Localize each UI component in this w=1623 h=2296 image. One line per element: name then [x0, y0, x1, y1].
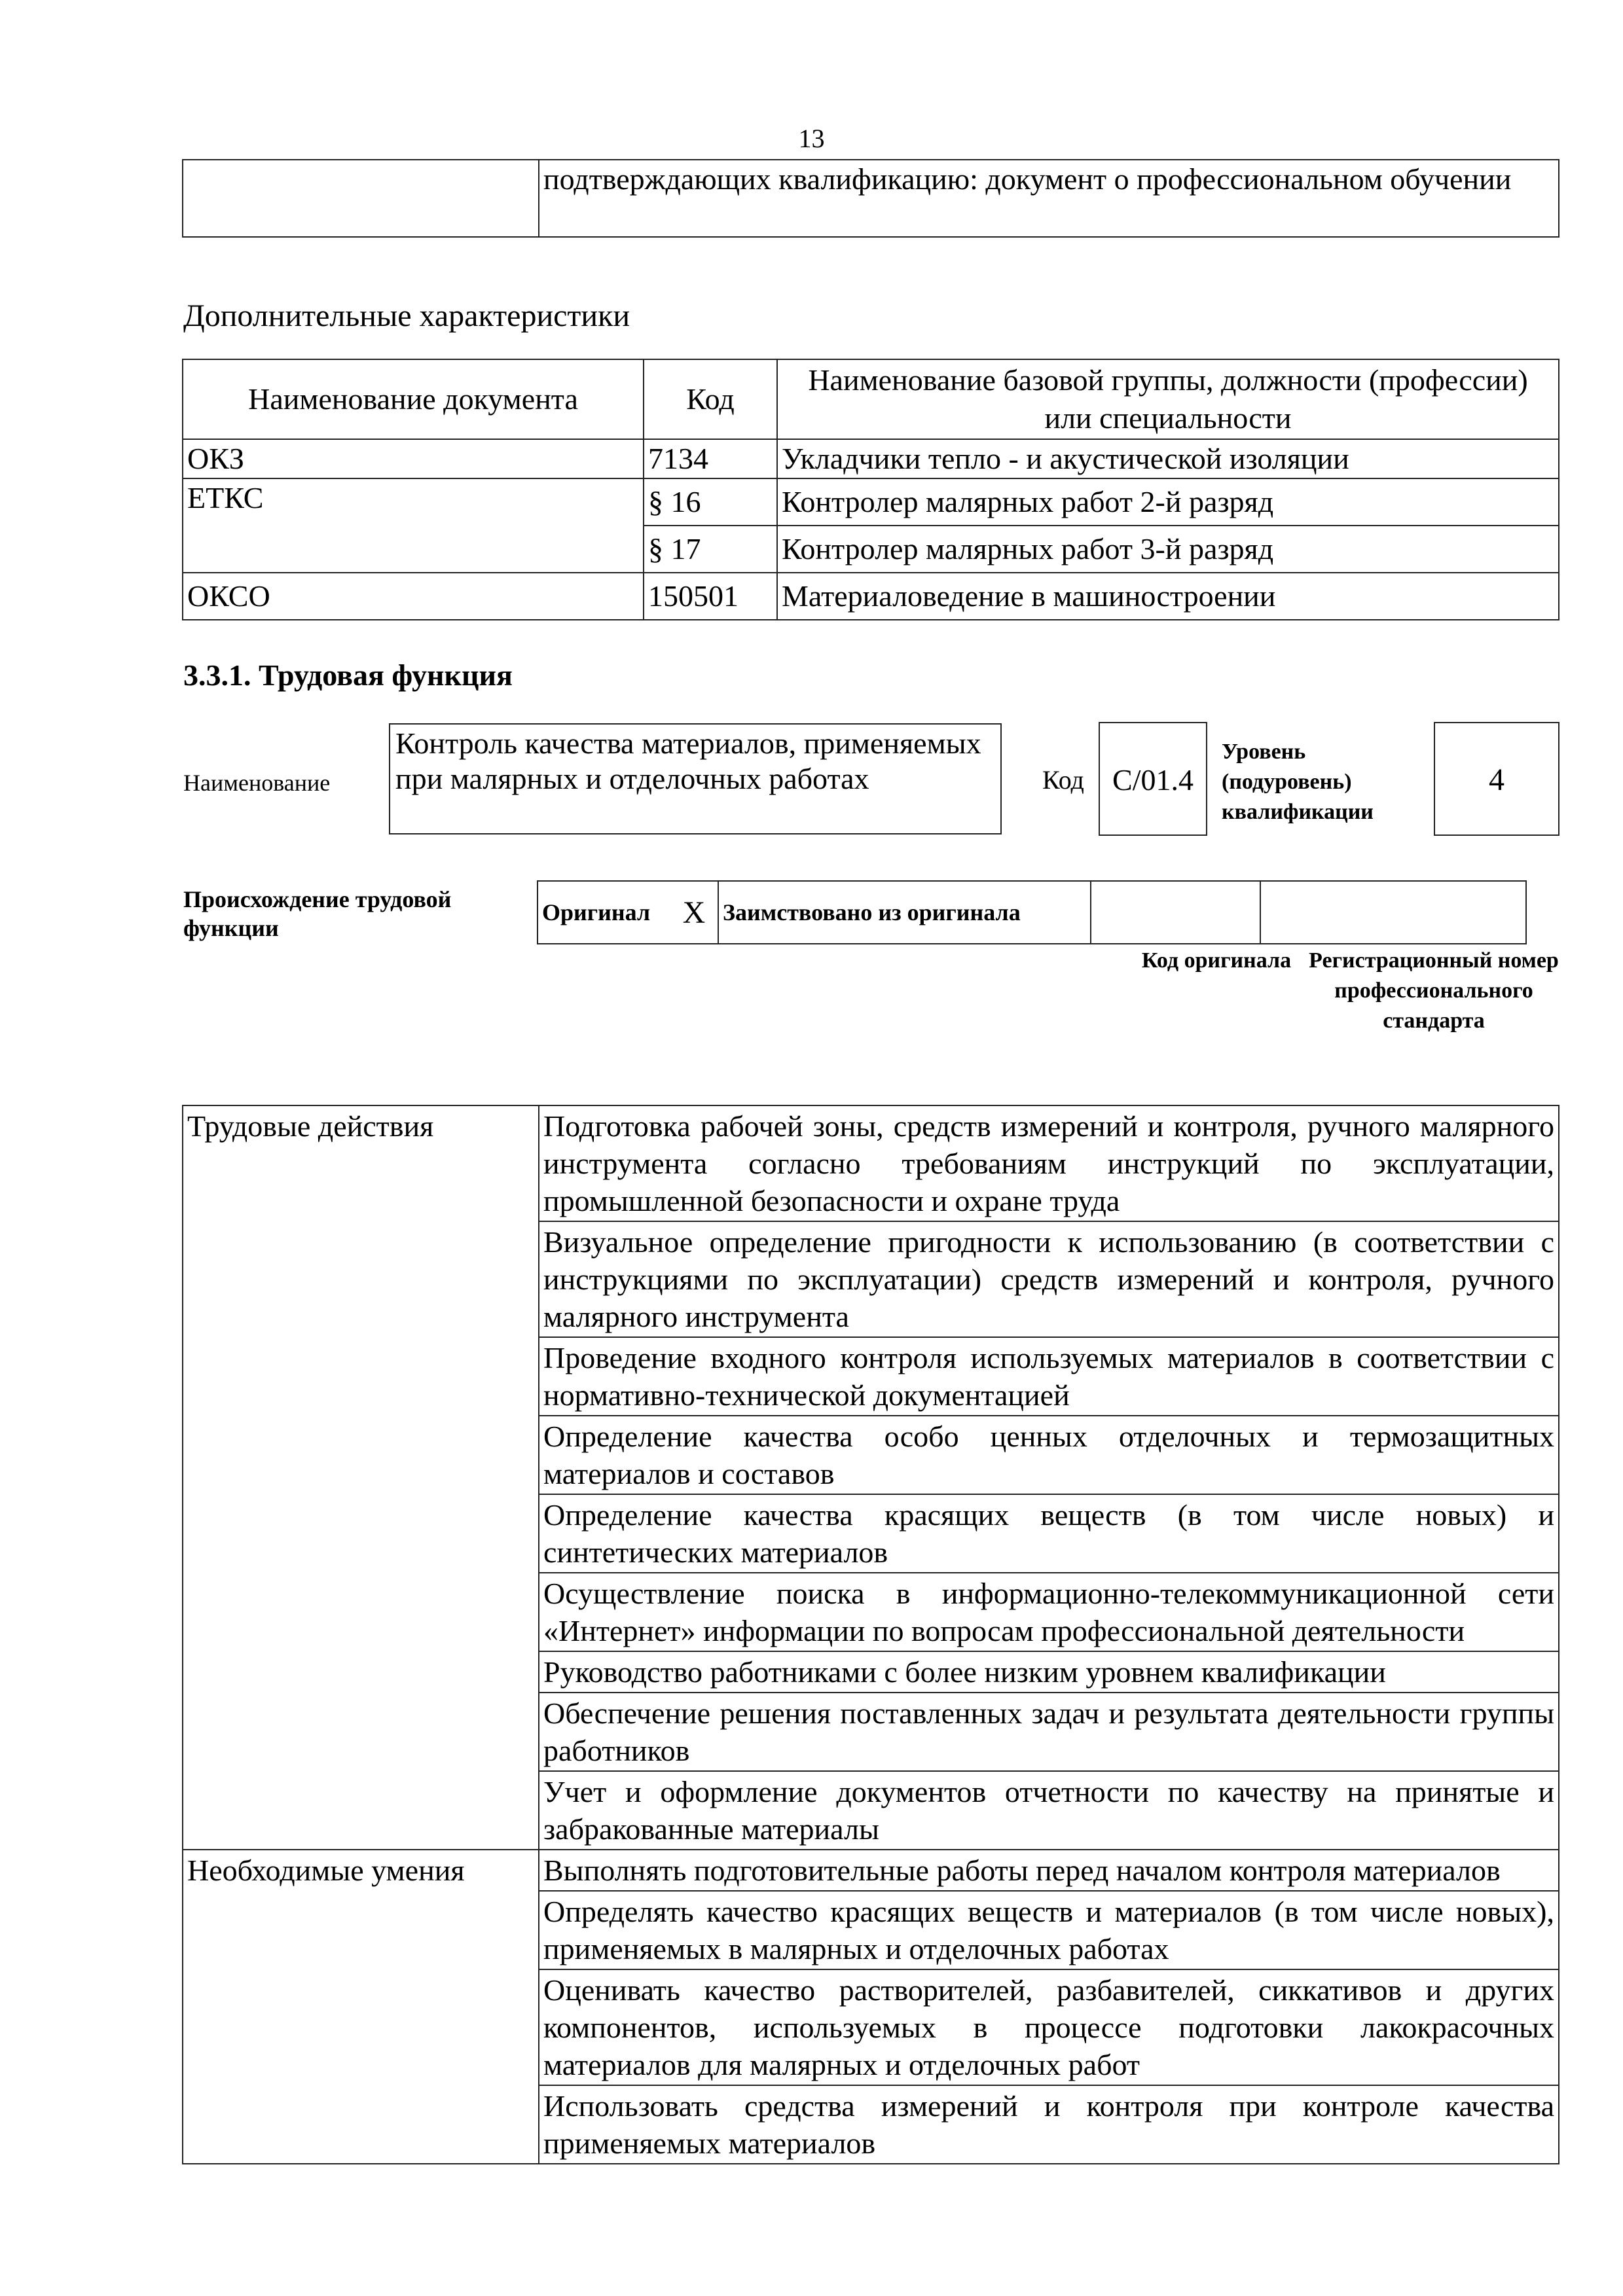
- borrowed-label: Заимствовано из оригинала: [718, 881, 1091, 944]
- code-cell: 7134: [644, 439, 777, 478]
- registration-number-cell: [1260, 881, 1526, 944]
- empty-cell: [183, 160, 539, 237]
- list-item: Выполнять подготовительные работы перед началом контроля материалов: [539, 1850, 1559, 1891]
- continuation-table: [182, 159, 1559, 238]
- original-code-cell: [1091, 881, 1260, 944]
- origin-label: Происхождение трудовой функции: [183, 886, 452, 941]
- list-item: Учет и оформление документов отчетности по качеству на принятые и забракованные материалы: [539, 1771, 1559, 1850]
- list-item: Использовать средства измерений и контроля при контроле качества применяемых материалов: [539, 2085, 1559, 2164]
- header-name: Наименование базовой группы, должности (профессии) или специальности: [777, 359, 1559, 439]
- additional-characteristics-title: Дополнительные характеристики: [183, 298, 630, 333]
- additional-characteristics-table: [182, 359, 1559, 620]
- table-row: [183, 478, 1559, 526]
- original-label: Оригинал: [538, 881, 670, 944]
- name-cell: Укладчики тепло - и акустической изоляции: [777, 439, 1559, 478]
- origin-table: [537, 880, 1527, 944]
- function-name-value: Контроль качества материалов, применяемых при малярных и отделочных работах: [389, 723, 1002, 834]
- original-code-caption: Код оригинала: [1141, 948, 1292, 973]
- name-cell: Контролер малярных работ 2-й разряд: [777, 478, 1559, 526]
- code-cell: § 17: [644, 526, 777, 573]
- table-row: [183, 1105, 1559, 1221]
- level-label: Уровень (подуровень) квалификации: [1222, 740, 1374, 824]
- doc-cell: ОКЗ: [183, 439, 644, 478]
- list-item: Оценивать качество растворителей, разбавителей, сиккативов и других компонентов, используемых в процессе подготовки лакокрасочных материалов для малярных и отделочных работ: [539, 1969, 1559, 2085]
- function-title: 3.3.1. Трудовая функция: [183, 658, 513, 692]
- table-row: [183, 439, 1559, 478]
- name-label: Наименование: [183, 770, 331, 796]
- doc-cell: ЕТКС: [183, 478, 644, 573]
- actions-label: Трудовые действия: [183, 1105, 539, 1850]
- doc-cell: ОКСО: [183, 573, 644, 620]
- function-details-table: [182, 1105, 1559, 2164]
- header-document: Наименование документа: [183, 359, 644, 439]
- registration-number-caption: Регистрационный номер профессионального стандарта: [1309, 948, 1559, 1033]
- code-cell: 150501: [644, 573, 777, 620]
- continuation-text: подтверждающих квалификацию: документ о профессиональном обучении: [539, 160, 1559, 237]
- name-cell: Материаловедение в машиностроении: [777, 573, 1559, 620]
- code-cell: § 16: [644, 478, 777, 526]
- list-item: Визуальное определение пригодности к использованию (в соответствии с инструкциями по эксплуатации) средств измерений и контроля, ручного малярного инструмента: [539, 1221, 1559, 1337]
- original-mark: X: [670, 881, 718, 944]
- code-label: Код: [1042, 765, 1084, 795]
- list-item: Определять качество красящих веществ и материалов (в том числе новых), применяемых в малярных и отделочных работах: [539, 1891, 1559, 1969]
- list-item: Руководство работниками с более низким уровнем квалификации: [539, 1651, 1559, 1693]
- level-value: 4: [1434, 722, 1559, 836]
- function-code-value: C/01.4: [1099, 722, 1207, 836]
- list-item: Подготовка рабочей зоны, средств измерений и контроля, ручного малярного инструмента согласно требованиям инструкций по эксплуатации, промышленной безопасности и охране труда: [539, 1105, 1559, 1221]
- list-item: Определение качества особо ценных отделочных и термозащитных материалов и составов: [539, 1416, 1559, 1494]
- name-cell: Контролер малярных работ 3-й разряд: [777, 526, 1559, 573]
- list-item: Осуществление поиска в информационно-телекоммуникационной сети «Интернет» информации по вопросам профессиональной деятельности: [539, 1573, 1559, 1651]
- table-row: [183, 573, 1559, 620]
- list-item: Обеспечение решения поставленных задач и результата деятельности группы работников: [539, 1693, 1559, 1771]
- page-number: 13: [798, 124, 825, 153]
- list-item: Проведение входного контроля используемых материалов в соответствии с нормативно-технической документацией: [539, 1337, 1559, 1416]
- skills-label: Необходимые умения: [183, 1850, 539, 2164]
- table-row: [183, 1850, 1559, 1891]
- header-code: Код: [644, 359, 777, 439]
- list-item: Определение качества красящих веществ (в том числе новых) и синтетических материалов: [539, 1494, 1559, 1573]
